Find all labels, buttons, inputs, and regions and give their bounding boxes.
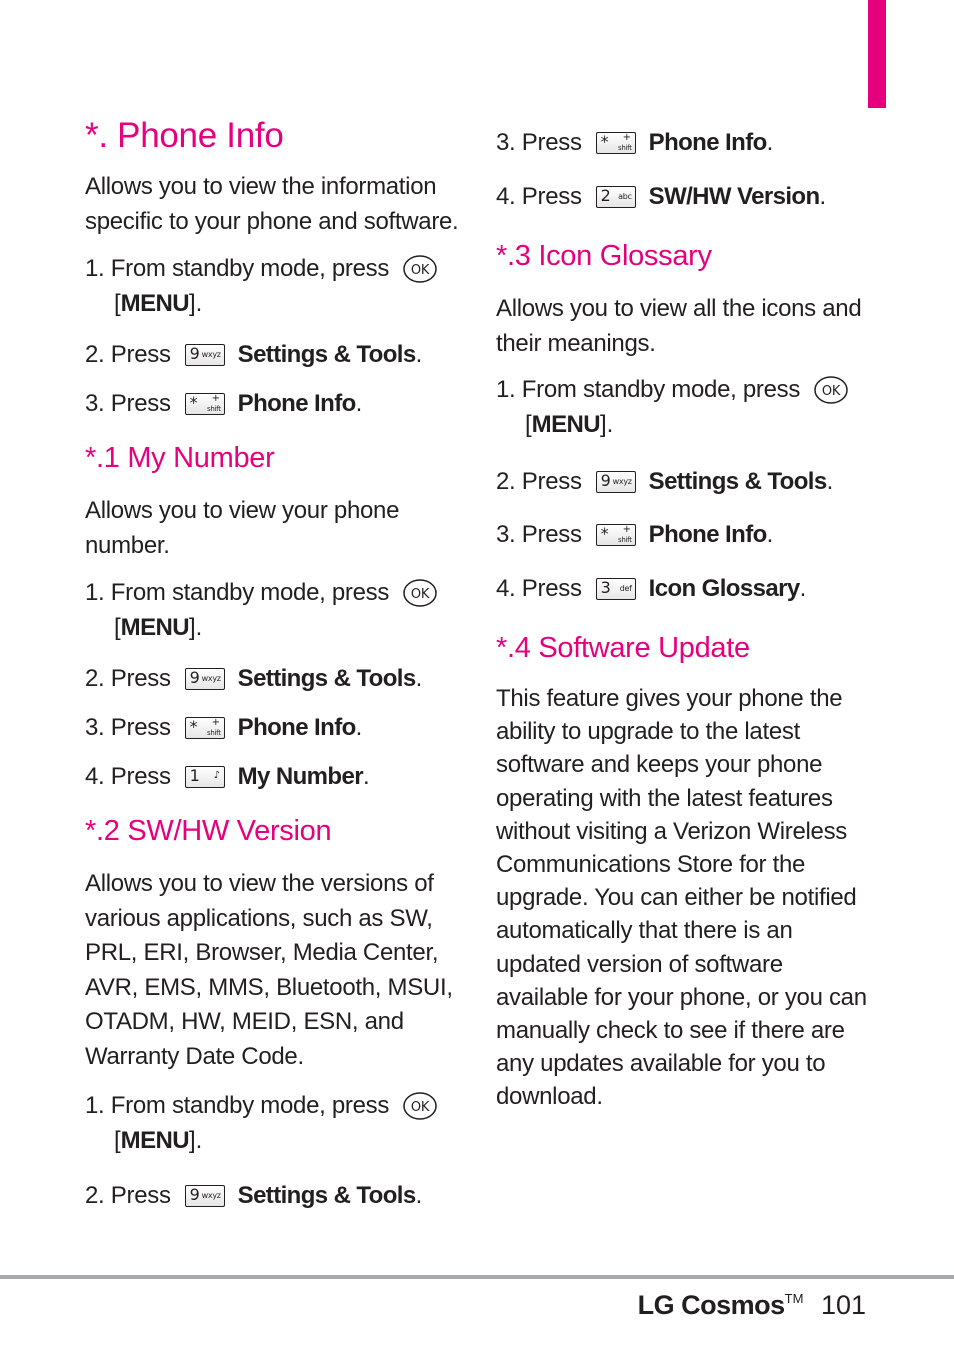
step-3: 3. Press * + shift Phone Info . [85, 390, 363, 417]
key-star-icon: * + shift [185, 717, 225, 739]
page-number: 101 [820, 1290, 866, 1320]
menu-line: [MENU]. [114, 290, 203, 317]
svg-text:OK: OK [410, 1100, 430, 1115]
step-1: 1. From standby mode, press OK [85, 254, 437, 284]
ok-key-icon [403, 578, 437, 608]
trademark: TM [784, 1291, 804, 1306]
key-2-icon: 2 abc [596, 186, 636, 208]
sw-hw-step-1: 1. From standby mode, press OK [85, 1091, 437, 1121]
ok-key-icon [403, 1091, 437, 1121]
menu-line: [MENU]. [114, 614, 203, 641]
my-number-step-1: 1. From standby mode, press OK [85, 578, 437, 608]
my-number-description: Allows you to view your phone number. [85, 497, 400, 559]
step-2: 2. Press 9 wxyz Settings & Tools . [85, 341, 422, 368]
key-star-icon: * + shift [596, 132, 636, 154]
section-heading-my-number: *.1 My Number [85, 442, 275, 474]
key-9-icon: 9 wxyz [185, 1185, 225, 1207]
icon-glossary-step-3: 3. Press * + shift Phone Info . [496, 521, 774, 548]
brand-name: LG Cosmos [637, 1290, 785, 1320]
section-heading-sw-hw: *.2 SW/HW Version [85, 815, 332, 847]
key-star-icon: * + shift [596, 524, 636, 546]
footer-rule [0, 1275, 954, 1279]
section-tab-marker [868, 0, 886, 108]
sw-hw-description: Allows you to view the versions of various applications, such as SW, PRL, ERI, Browser, Media Center, AVR, EMS, MMS, Bluetooth, MSUI, OTADM, HW, MEID, ESN, and Warranty Date Code. [85, 870, 453, 1070]
my-number-step-2: 2. Press 9 wxyz Settings & Tools . [85, 665, 422, 692]
sw-hw-step-4: 4. Press 2 abc SW/HW Version . [496, 183, 826, 210]
svg-text:OK: OK [821, 384, 841, 399]
sw-hw-step-2: 2. Press 9 wxyz Settings & Tools . [85, 1182, 422, 1209]
my-number-step-4: 4. Press 1 ♪ My Number . [85, 763, 370, 790]
icon-glossary-description: Allows you to view all the icons and their meanings. [496, 295, 862, 357]
intro-text: Allows you to view the information specific to your phone and software. [85, 173, 459, 235]
page-title: *. Phone Info [85, 116, 284, 155]
page-footer [638, 1290, 866, 1321]
icon-glossary-step-4: 4. Press 3 def Icon Glossary . [496, 575, 806, 602]
icon-glossary-step-1: 1. From standby mode, press OK [496, 375, 848, 405]
software-update-description: This feature gives your phone the ability to upgrade to the latest software and keeps your phone operating with the latest features without visiting a Verizon Wireless Communications Store for the upgrade. You can either be notified automatically that there is an updated version of software available for your phone, or you can manually check to see if there are any updates available for you to download. [496, 685, 867, 1111]
section-heading-software-update: *.4 Software Update [496, 632, 750, 664]
icon-glossary-step-2: 2. Press 9 wxyz Settings & Tools . [496, 468, 833, 495]
key-star-icon: * + shift [185, 393, 225, 415]
menu-line: [MENU]. [525, 411, 614, 438]
key-9-icon: 9 wxyz [185, 344, 225, 366]
key-9-icon: 9 wxyz [596, 471, 636, 493]
ok-key-icon [814, 375, 848, 405]
svg-text:OK: OK [410, 587, 430, 602]
key-9-icon: 9 wxyz [185, 668, 225, 690]
ok-key-icon [403, 254, 437, 284]
svg-text:OK: OK [410, 263, 430, 278]
sw-hw-step-3: 3. Press * + shift Phone Info . [496, 129, 774, 156]
key-1-icon: 1 ♪ [185, 766, 225, 788]
my-number-step-3: 3. Press * + shift Phone Info . [85, 714, 363, 741]
section-heading-icon-glossary: *.3 Icon Glossary [496, 240, 712, 272]
key-3-icon: 3 def [596, 578, 636, 600]
menu-line: [MENU]. [114, 1127, 203, 1154]
